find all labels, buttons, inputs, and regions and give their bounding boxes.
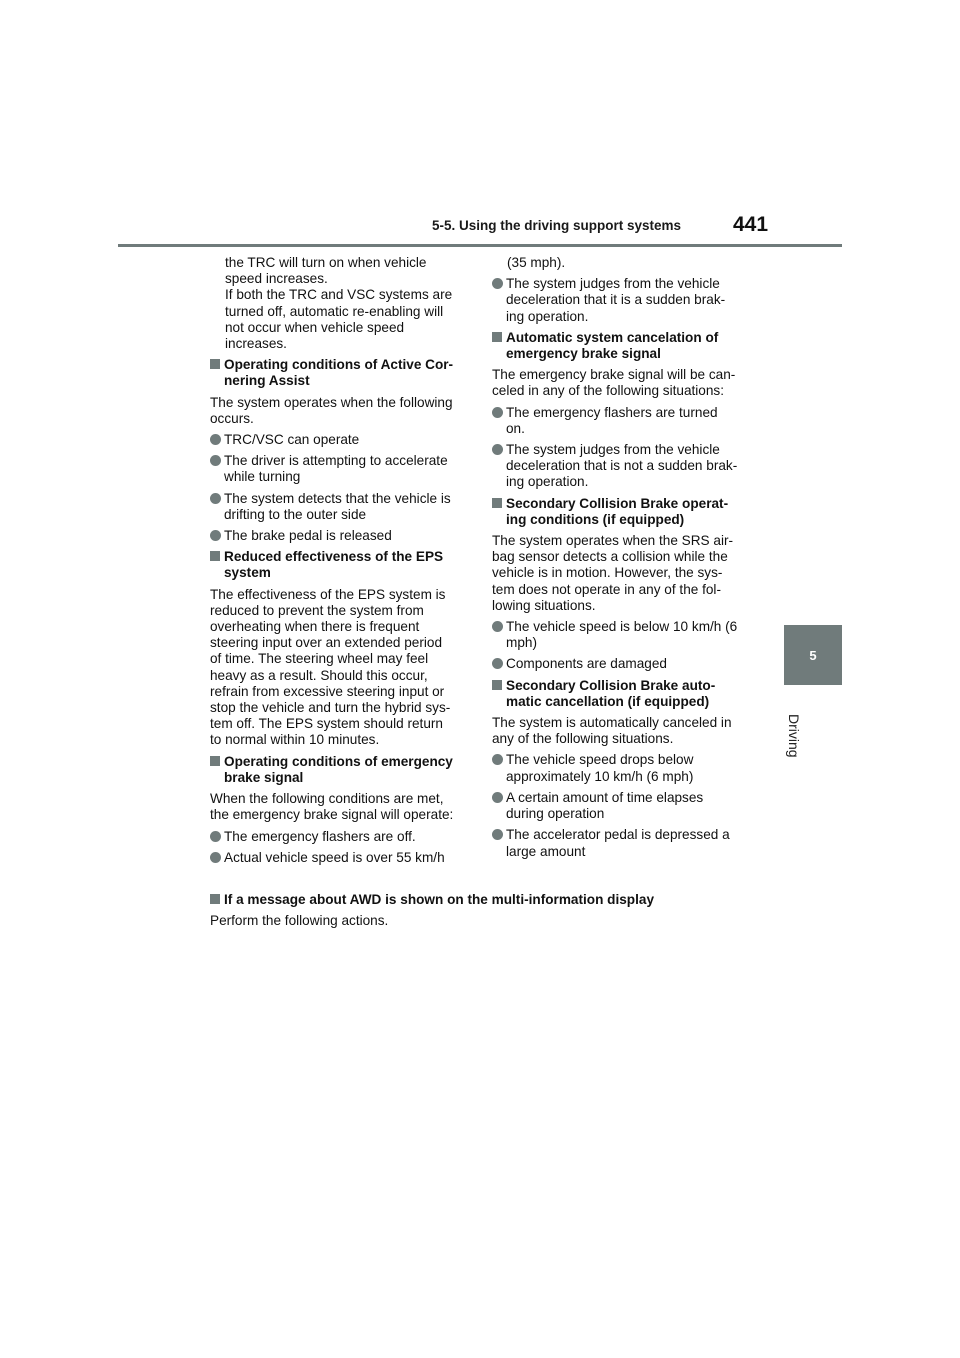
text-line: the TRC will turn on when vehicle: [225, 255, 427, 270]
heading-secondary-collision-brake-operating: [492, 496, 754, 528]
circle-bullet-icon: [210, 852, 221, 863]
paragraph-eps: [210, 587, 472, 749]
text-line: drifting to the outer side: [224, 506, 367, 522]
list-item: [492, 827, 754, 859]
list-item: [210, 491, 472, 523]
heading-awd-message: If a message about AWD is shown on the multi-information display: [210, 892, 770, 908]
text-line: ing conditions (if equipped): [506, 511, 685, 527]
heading-eps: [210, 549, 472, 581]
text-line: The emergency brake signal will be can-: [492, 367, 736, 383]
square-bullet-icon: [492, 680, 502, 690]
list-item: [492, 442, 754, 491]
text-line: Secondary Collision Brake auto-: [506, 677, 716, 693]
text-line: The system detects that the vehicle is: [224, 490, 451, 506]
text-line: The system operates when the SRS air-: [492, 533, 734, 549]
text-line: reduced to prevent the system from: [210, 602, 424, 618]
text-line: occurs.: [210, 410, 254, 426]
text-line: increases.: [225, 336, 287, 352]
circle-bullet-icon: [210, 831, 221, 842]
heading-automatic-cancelation: [492, 330, 754, 362]
text-line: The effectiveness of the EPS system is: [210, 586, 446, 602]
section-header: 5-5. Using the driving support systems: [432, 218, 682, 233]
circle-bullet-icon: [492, 407, 503, 418]
text-line: turned off, automatic re-enabling will: [225, 303, 444, 319]
list-item: [210, 528, 472, 544]
text-line: while turning: [224, 469, 301, 485]
text-line: The system judges from the vehicle: [506, 276, 720, 292]
heading-secondary-collision-brake-cancellation: [492, 678, 754, 710]
list-item: [492, 790, 754, 822]
circle-bullet-icon: [492, 278, 503, 289]
text-line: When the following conditions are met,: [210, 791, 444, 807]
text-line: celed in any of the following situations:: [492, 383, 724, 399]
square-bullet-icon: [492, 332, 502, 342]
circle-bullet-icon: [492, 829, 503, 840]
paragraph-active-cornering: [210, 395, 472, 427]
list-item: [492, 619, 754, 651]
text-line: The accelerator pedal is depressed a: [506, 827, 730, 843]
chapter-tab: 5: [784, 625, 842, 685]
list-item: [492, 656, 754, 672]
text-line: mph): [506, 635, 537, 651]
text-line: deceleration that is not a sudden brak-: [506, 458, 738, 474]
text-line: refrain from excessive steering input or: [210, 683, 445, 699]
text-line: any of the following situations.: [492, 731, 674, 747]
paragraph-secondary-collision-brake-cancellation: [492, 715, 754, 747]
text-line: steering input over an extended period: [210, 635, 443, 651]
text-line: ing operation.: [506, 308, 589, 324]
text-line: Automatic system cancelation of: [506, 329, 719, 345]
paragraph-secondary-collision-brake-operating: [492, 533, 754, 614]
list-item: [492, 276, 754, 325]
text-line: Secondary Collision Brake operat-: [506, 495, 729, 511]
text-line: emergency brake signal: [506, 346, 661, 362]
text-line: The brake pedal is released: [224, 528, 392, 544]
paragraph-automatic-cancelation: [492, 367, 754, 399]
text-line: The system operates when the following: [210, 394, 453, 410]
list-item: [210, 432, 472, 448]
text-line: nering Assist: [224, 373, 310, 389]
header-rule: [118, 244, 842, 247]
page-number: 441: [733, 213, 769, 236]
text-line: speed increases.: [225, 271, 328, 287]
text-line: The system judges from the vehicle: [506, 442, 720, 458]
square-bullet-icon: [210, 551, 220, 561]
paragraph-awd: Perform the following actions.: [210, 913, 389, 929]
list-item: [210, 850, 472, 866]
square-bullet-icon: [492, 498, 502, 508]
text-line: to normal within 10 minutes.: [210, 732, 380, 748]
text-line: of time. The steering wheel may feel: [210, 651, 429, 667]
text-line: on.: [506, 420, 525, 436]
text-line: not occur when vehicle speed: [225, 319, 405, 335]
left-column: [210, 255, 472, 871]
circle-bullet-icon: [492, 754, 503, 765]
text-line: The vehicle speed is below 10 km/h (6: [506, 619, 738, 635]
text-line: system: [224, 565, 271, 581]
heading-emergency-brake-signal: [210, 754, 472, 786]
text-line: ing operation.: [506, 474, 589, 490]
text-line: deceleration that it is a sudden brak-: [506, 292, 726, 308]
text-line: large amount: [506, 843, 586, 859]
text-line: during operation: [506, 806, 605, 822]
text-line: vehicle is in motion. However, the sys-: [492, 565, 723, 581]
text-line: Actual vehicle speed is over 55 km/h: [224, 849, 445, 865]
awd-section: [210, 889, 770, 934]
chapter-label: Driving: [786, 714, 802, 758]
text-line: The system is automatically canceled in: [492, 715, 732, 731]
text-line: The driver is attempting to accelerate: [224, 453, 448, 469]
list-item: [210, 829, 472, 845]
text-line: bag sensor detects a collision while the: [492, 549, 728, 565]
list-item: [492, 752, 754, 784]
circle-bullet-icon: [492, 792, 503, 803]
heading-active-cornering-assist: [210, 357, 472, 389]
circle-bullet-icon: [210, 493, 221, 504]
text-line: lowing situations.: [492, 597, 596, 613]
text-line: the emergency brake signal will operate:: [210, 807, 454, 823]
text-line: approximately 10 km/h (6 mph): [506, 768, 694, 784]
text-line: matic cancellation (if equipped): [506, 693, 710, 709]
text-line: Operating conditions of emergency: [224, 753, 453, 769]
list-item: [492, 405, 754, 437]
right-column: [492, 255, 754, 865]
continuation-text: [492, 255, 754, 271]
paragraph-emergency-brake-signal: [210, 791, 472, 823]
text-line: The emergency flashers are off.: [224, 828, 416, 844]
circle-bullet-icon: [492, 444, 503, 455]
text-line: Components are damaged: [506, 656, 667, 672]
circle-bullet-icon: [210, 434, 221, 445]
text-line: The emergency flashers are turned: [506, 404, 718, 420]
intro-paragraph: [210, 255, 472, 352]
text-line: If both the TRC and VSC systems are: [225, 287, 453, 303]
square-bullet-icon: [210, 756, 220, 766]
text-line: tem does not operate in any of the fol-: [492, 581, 721, 597]
text-line: heavy as a result. Should this occur,: [210, 667, 428, 683]
square-bullet-icon: [210, 894, 220, 904]
text-line: (35 mph).: [507, 255, 566, 270]
circle-bullet-icon: [492, 658, 503, 669]
text-line: Operating conditions of Active Cor-: [224, 357, 454, 373]
text-line: TRC/VSC can operate: [224, 432, 360, 448]
text-line: A certain amount of time elapses: [506, 789, 704, 805]
circle-bullet-icon: [210, 530, 221, 541]
circle-bullet-icon: [210, 455, 221, 466]
text-line: The vehicle speed drops below: [506, 752, 694, 768]
square-bullet-icon: [210, 359, 220, 369]
circle-bullet-icon: [492, 621, 503, 632]
text-line: Reduced effectiveness of the EPS: [224, 549, 444, 565]
text-line: brake signal: [224, 769, 304, 785]
list-item: [210, 453, 472, 485]
text-line: tem off. The EPS system should return: [210, 716, 443, 732]
text-line: overheating when there is frequent: [210, 619, 420, 635]
text-line: stop the vehicle and turn the hybrid sys-: [210, 700, 451, 716]
